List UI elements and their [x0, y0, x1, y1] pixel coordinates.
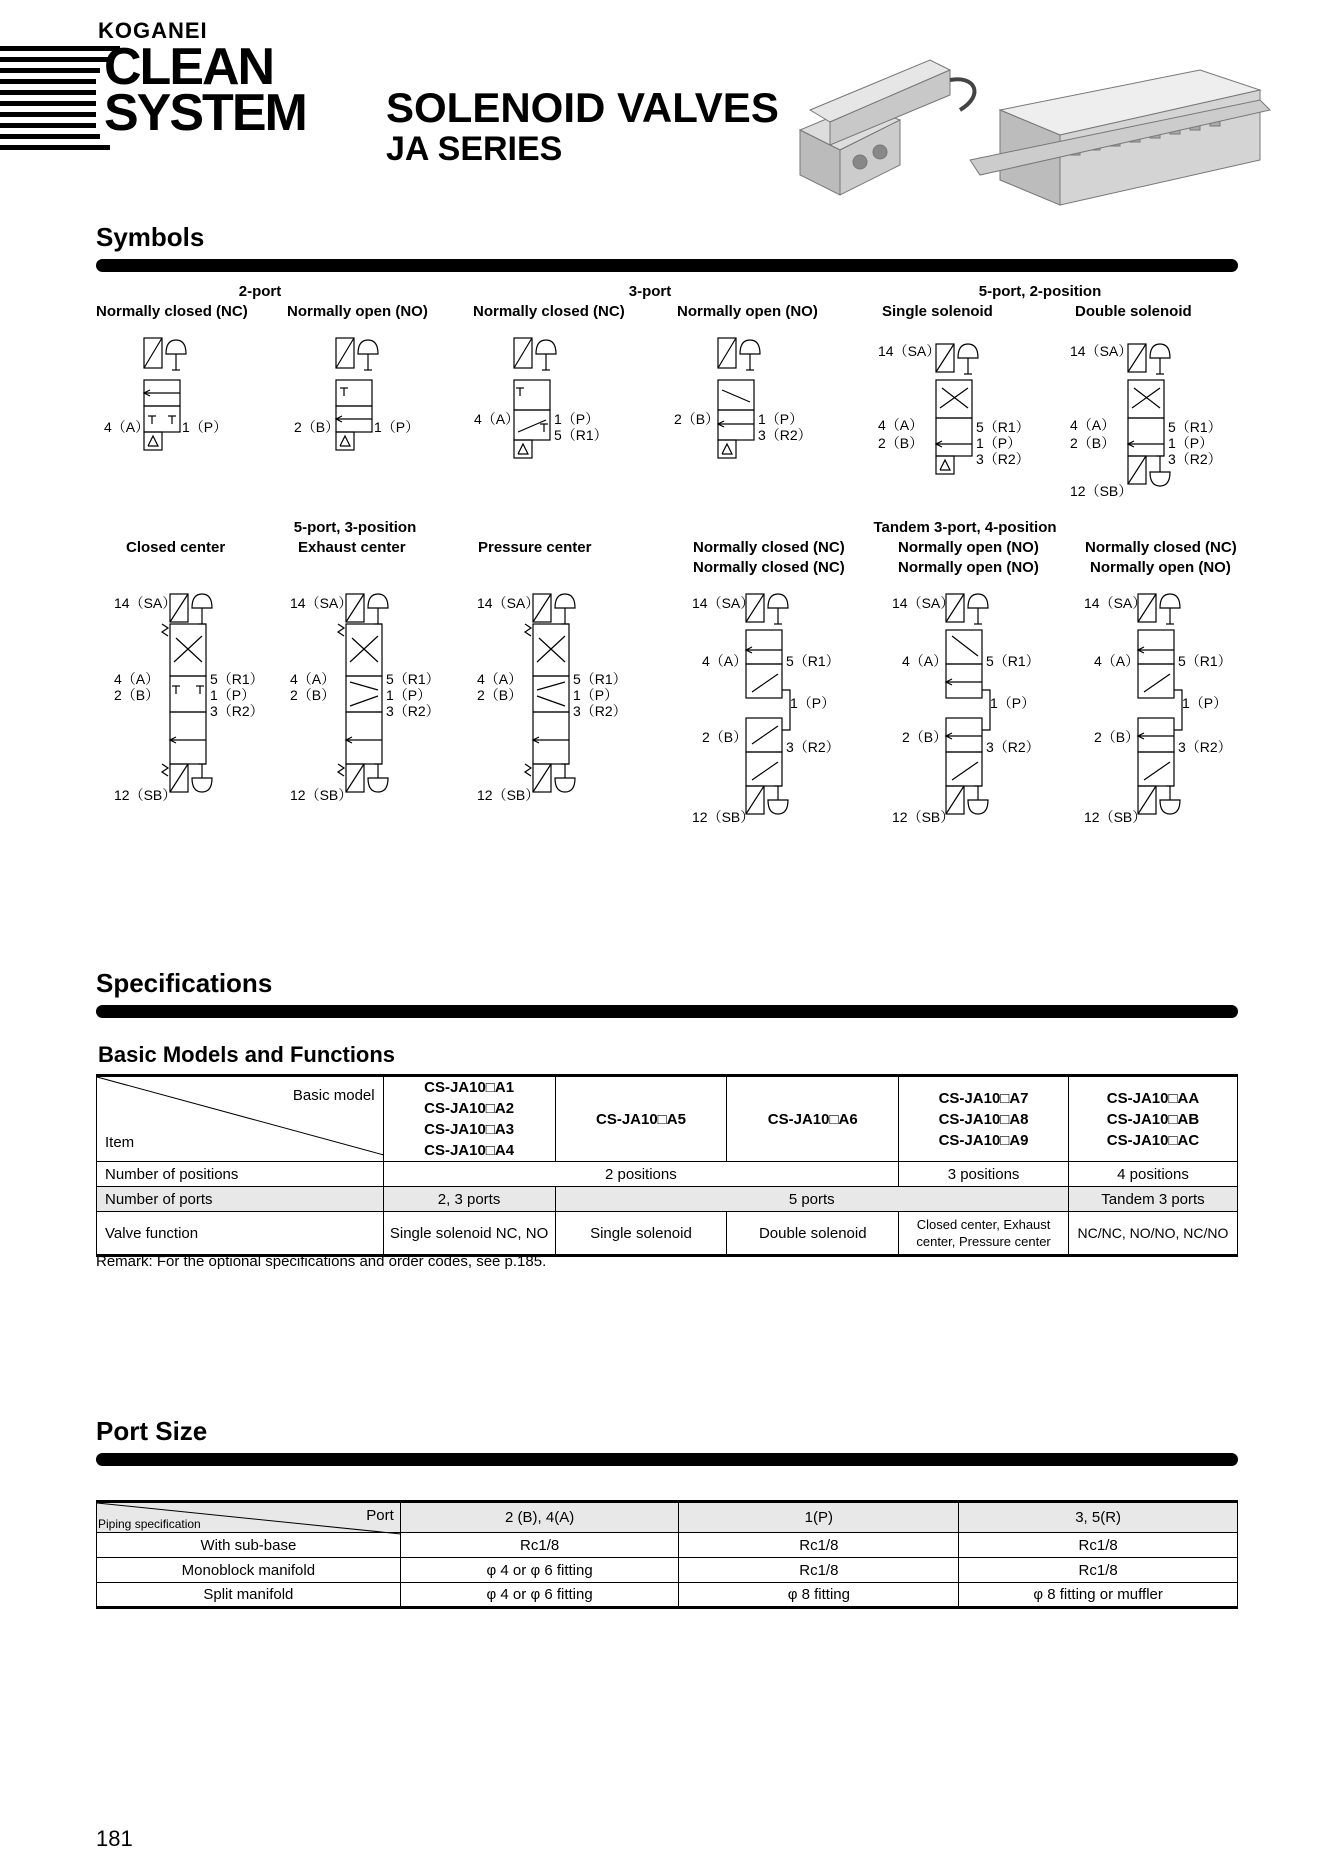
- product-photo: [800, 50, 1280, 210]
- basic-models-table: [96, 1074, 1238, 1257]
- port-3r2: 3（R2）: [986, 739, 1040, 755]
- table-cell: Rc1/8: [400, 1533, 679, 1558]
- symbol-3port-nc: [470, 336, 610, 466]
- row-label: Monoblock manifold: [97, 1558, 401, 1583]
- table-cell: Closed center, Exhaust center, Pressure center: [899, 1212, 1069, 1256]
- port-14sa: 14（SA）: [477, 595, 540, 611]
- port-2b: 2（B）: [114, 687, 160, 703]
- model-header-a7-a9: [899, 1076, 1069, 1162]
- clean-system-logo: [96, 38, 306, 142]
- group-5-port-3-position: 5-port, 3-position: [293, 519, 417, 536]
- model-code: CS-JA10□AA: [1106, 1089, 1200, 1107]
- port-2b: 2（B）: [702, 729, 748, 745]
- table-cell: NC/NC, NO/NO, NC/NO: [1068, 1212, 1237, 1256]
- label-tandem-1b: Normally closed (NC): [693, 559, 845, 576]
- corner-basic-model: Basic model: [292, 1087, 375, 1104]
- port-4a: 4（A）: [477, 671, 523, 687]
- port-14sa: 14（SA）: [692, 595, 755, 611]
- port-1p: 1（P）: [1182, 695, 1228, 711]
- port-1p: 1（P）: [790, 695, 836, 711]
- table-cell: 4 positions: [1068, 1162, 1237, 1187]
- port-2b: 2（B）: [674, 411, 720, 427]
- port-size-divider: [96, 1453, 1238, 1466]
- port-1p: 1（P）: [182, 419, 228, 435]
- series-title: JA SERIES: [386, 130, 563, 168]
- port-2b: 2（B）: [294, 419, 340, 435]
- model-code: CS-JA10□A3: [424, 1121, 515, 1138]
- symbol-2port-no: [290, 336, 420, 466]
- corner-piping-spec: Piping specification: [98, 1517, 201, 1531]
- row-label: Split manifold: [97, 1583, 401, 1608]
- table-cell: Rc1/8: [679, 1533, 959, 1558]
- model-code: CS-JA10□AC: [1106, 1131, 1200, 1149]
- row-label: Valve function: [97, 1212, 384, 1256]
- table-row: [97, 1533, 1238, 1558]
- row-label: With sub-base: [97, 1533, 401, 1558]
- port-size-heading: Port Size: [96, 1416, 208, 1446]
- basic-models-subheading: Basic Models and Functions: [98, 1042, 396, 1067]
- port-1p: 1（P）: [374, 419, 420, 435]
- port-size-table: [96, 1500, 1238, 1609]
- symbol-exhaust-center: [288, 590, 440, 820]
- table-row: [97, 1583, 1238, 1608]
- port-3r2: 3（R2）: [210, 703, 264, 719]
- table-cell: Double solenoid: [727, 1212, 899, 1256]
- label-3port-no: Normally open (NO): [677, 303, 818, 320]
- label-tandem-2b: Normally open (NO): [898, 559, 1039, 576]
- port-4a: 4（A）: [878, 417, 924, 433]
- label-double-solenoid: Double solenoid: [1075, 303, 1192, 320]
- table-row: [97, 1558, 1238, 1583]
- port-14sa: 14（SA）: [290, 595, 353, 611]
- model-code: CS-JA10□A8: [938, 1110, 1029, 1128]
- port-4a: 4（A）: [474, 411, 520, 427]
- port-1p: 1（P）: [573, 687, 619, 703]
- port-5r1: 5（R1）: [1178, 653, 1232, 669]
- port-12sb: 12（SB）: [1084, 809, 1147, 825]
- table-cell: 2, 3 ports: [383, 1187, 555, 1212]
- symbol-5port-double: [1068, 336, 1222, 516]
- port-14sa: 14（SA）: [1084, 595, 1147, 611]
- port-12sb: 12（SB）: [290, 787, 353, 803]
- group-2-port: 2-port: [238, 283, 282, 300]
- port-14sa: 14（SA）: [114, 595, 177, 611]
- table-cell: φ 8 fitting or muffler: [959, 1583, 1238, 1608]
- port-5r1: 5（R1）: [786, 653, 840, 669]
- symbol-pressure-center: [475, 590, 627, 820]
- port-14sa: 14（SA）: [892, 595, 955, 611]
- symbol-5port-single: [876, 336, 1030, 486]
- port-4a: 4（A）: [114, 671, 160, 687]
- table-cell: Single solenoid NC, NO: [383, 1212, 555, 1256]
- port-4a: 4（A）: [104, 419, 150, 435]
- port-3r2: 3（R2）: [786, 739, 840, 755]
- symbol-tandem-nc-no: [1082, 590, 1232, 840]
- port-1p: 1（P）: [1168, 435, 1214, 451]
- port-4a: 4（A）: [902, 653, 948, 669]
- column-header: 3, 5(R): [959, 1502, 1238, 1533]
- port-4a: 4（A）: [290, 671, 336, 687]
- page-number: 181: [96, 1826, 133, 1851]
- port-3r2: 3（R2）: [573, 703, 627, 719]
- symbols-heading: Symbols: [96, 222, 205, 252]
- port-5r1: 5（R1）: [986, 653, 1040, 669]
- label-3port-nc: Normally closed (NC): [473, 303, 625, 320]
- label-tandem-1a: Normally closed (NC): [693, 539, 845, 556]
- port-1p: 1（P）: [554, 411, 600, 427]
- port-12sb: 12（SB）: [892, 809, 955, 825]
- port-5r1: 5（R1）: [573, 671, 627, 687]
- port-2b: 2（B）: [1070, 435, 1116, 451]
- table-cell: Tandem 3 ports: [1068, 1187, 1237, 1212]
- table-cell: 3 positions: [899, 1162, 1069, 1187]
- corner-port: Port: [366, 1507, 394, 1524]
- label-single-solenoid: Single solenoid: [882, 303, 993, 320]
- label-pressure-center: Pressure center: [478, 539, 592, 556]
- port-5r1: 5（R1）: [1168, 419, 1222, 435]
- port-3r2: 3（R2）: [386, 703, 440, 719]
- port-2b: 2（B）: [1094, 729, 1140, 745]
- table-cell: Rc1/8: [959, 1533, 1238, 1558]
- model-header-aa-ac: [1068, 1076, 1237, 1162]
- logo-line2: SYSTEM: [104, 84, 306, 142]
- label-tandem-3a: Normally closed (NC): [1085, 539, 1237, 556]
- column-header: 2 (B), 4(A): [400, 1502, 679, 1533]
- table-row-function: [97, 1212, 1238, 1256]
- port-3r2: 3（R2）: [1178, 739, 1232, 755]
- model-header-a5: [555, 1076, 727, 1162]
- port-1p: 1（P）: [990, 695, 1036, 711]
- specifications-heading: Specifications: [96, 968, 273, 998]
- port-corner-cell: [97, 1502, 401, 1533]
- symbols-divider: [96, 259, 1238, 272]
- model-code: CS-JA10□A2: [424, 1100, 515, 1117]
- table-cell: Rc1/8: [679, 1558, 959, 1583]
- port-1p: 1（P）: [758, 411, 804, 427]
- port-1p: 1（P）: [976, 435, 1022, 451]
- model-code: CS-JA10□A4: [424, 1142, 515, 1159]
- port-5r1: 5（R1）: [976, 419, 1030, 435]
- label-tandem-3b: Normally open (NO): [1090, 559, 1231, 576]
- port-2b: 2（B）: [902, 729, 948, 745]
- port-2b: 2（B）: [878, 435, 924, 451]
- model-code: CS-JA10□A6: [767, 1110, 858, 1128]
- table-cell: Single solenoid: [555, 1212, 727, 1256]
- table-cell: φ 4 or φ 6 fitting: [400, 1558, 679, 1583]
- label-closed-center: Closed center: [126, 539, 226, 556]
- port-1p: 1（P）: [386, 687, 432, 703]
- specifications-divider: [96, 1005, 1238, 1018]
- symbol-tandem-no-no: [890, 590, 1040, 840]
- model-header-a1-a4: [383, 1076, 555, 1162]
- corner-item: Item: [105, 1134, 135, 1151]
- port-3r2: 3（R2）: [1168, 451, 1222, 467]
- model-code: CS-JA10□AB: [1106, 1110, 1200, 1128]
- port-12sb: 12（SB）: [692, 809, 755, 825]
- table-cell: φ 4 or φ 6 fitting: [400, 1583, 679, 1608]
- page-title: SOLENOID VALVES: [386, 84, 779, 131]
- port-12sb: 12（SB）: [1070, 483, 1133, 499]
- symbol-tandem-nc-nc: [690, 590, 840, 840]
- port-3r2: 3（R2）: [976, 451, 1030, 467]
- table-cell: 5 ports: [555, 1187, 1068, 1212]
- port-14sa: 14（SA）: [1070, 343, 1133, 359]
- label-2port-no: Normally open (NO): [287, 303, 428, 320]
- port-12sb: 12（SB）: [477, 787, 540, 803]
- model-code: CS-JA10□A1: [424, 1079, 515, 1096]
- port-5r1: 5（R1）: [386, 671, 440, 687]
- row-label: Number of positions: [97, 1162, 384, 1187]
- table-row-positions: [97, 1162, 1238, 1187]
- port-14sa: 14（SA）: [878, 343, 941, 359]
- label-2port-nc: Normally closed (NC): [96, 303, 248, 320]
- port-4a: 4（A）: [1094, 653, 1140, 669]
- remark-text: Remark: For the optional specifications and order codes, see p.185.: [96, 1253, 547, 1270]
- label-tandem-2a: Normally open (NO): [898, 539, 1039, 556]
- brand-name: KOGANEI: [98, 18, 208, 43]
- port-12sb: 12（SB）: [114, 787, 177, 803]
- table-corner-cell: [97, 1076, 384, 1162]
- port-2b: 2（B）: [290, 687, 336, 703]
- symbol-3port-no: [670, 336, 810, 466]
- table-cell: φ 8 fitting: [679, 1583, 959, 1608]
- port-4a: 4（A）: [1070, 417, 1116, 433]
- group-tandem: Tandem 3-port, 4-position: [873, 519, 1057, 536]
- group-3-port: 3-port: [628, 283, 672, 300]
- model-header-a6: [727, 1076, 899, 1162]
- model-code: CS-JA10□A7: [938, 1089, 1029, 1107]
- port-5r1: 5（R1）: [210, 671, 264, 687]
- model-code: CS-JA10□A5: [595, 1110, 686, 1128]
- column-header: 1(P): [679, 1502, 959, 1533]
- row-label: Number of ports: [97, 1187, 384, 1212]
- port-5r1: 5（R1）: [554, 427, 608, 443]
- group-5-port-2-position: 5-port, 2-position: [978, 283, 1102, 300]
- symbol-2port-nc: [100, 336, 228, 466]
- port-4a: 4（A）: [702, 653, 748, 669]
- port-1p: 1（P）: [210, 687, 256, 703]
- table-cell: 2 positions: [383, 1162, 899, 1187]
- label-exhaust-center: Exhaust center: [298, 539, 406, 556]
- port-3r2: 3（R2）: [758, 427, 812, 443]
- model-code: CS-JA10□A9: [938, 1131, 1029, 1149]
- port-2b: 2（B）: [477, 687, 523, 703]
- logo-line1: CLEAN: [104, 38, 274, 96]
- symbol-closed-center: [112, 590, 264, 820]
- table-row-ports: [97, 1187, 1238, 1212]
- table-cell: Rc1/8: [959, 1558, 1238, 1583]
